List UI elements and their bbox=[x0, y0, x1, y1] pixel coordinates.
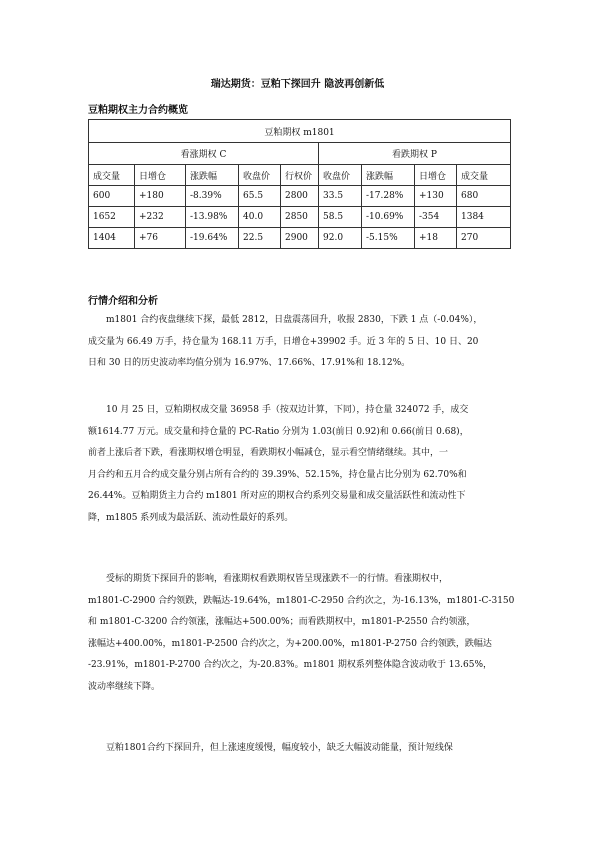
paragraph-line: 月合约和五月合约成交量分别占所有合约的 39.39%、52.15%，持仓量占比分别为 62.70%和 bbox=[88, 469, 467, 480]
table-cell: 1404 bbox=[89, 228, 135, 249]
table-cell: -354 bbox=[415, 207, 457, 228]
table-cell: -19.64% bbox=[186, 228, 239, 249]
paragraph-line: 成交量为 66.49 万手，持仓量为 168.11 万手，日增仓+39902 手。近 3 年的 5 日、10 日、20 bbox=[88, 336, 479, 347]
column-header: 日增仓 bbox=[135, 165, 186, 186]
table-cell: 600 bbox=[89, 186, 135, 207]
table-cell: 270 bbox=[457, 228, 511, 249]
options-table bbox=[88, 119, 511, 249]
column-header: 行权价 bbox=[281, 165, 319, 186]
table-title-cell: 豆粕期权 m1801 bbox=[89, 120, 511, 143]
column-header: 日增仓 bbox=[415, 165, 457, 186]
table-cell: -13.98% bbox=[186, 207, 239, 228]
put-options-header: 看跌期权 P bbox=[319, 143, 511, 165]
table-cell: 2800 bbox=[281, 186, 319, 207]
paragraph-line: 26.44%。豆粕期货主力合约 m1801 所对应的期权合约系列交易量和成交量活跃性和流动性下 bbox=[88, 491, 466, 501]
column-header: 收盘价 bbox=[319, 165, 362, 186]
paragraph-line: 和 m1801-C-3200 合约领涨，涨幅达+500.00%；而看跌期权中，m1801-P-2550 合约领涨， bbox=[88, 617, 476, 627]
paragraph-line: m1801-C-2900 合约领跌，跌幅达-19.64%，m1801-C-2950 合约次之，为-16.13%，m1801-C-3150 bbox=[88, 595, 515, 606]
paragraph-line: 降，m1805 系列成为最活跃、流动性最好的系列。 bbox=[88, 512, 294, 523]
call-options-header: 看涨期权 C bbox=[89, 143, 319, 165]
paragraph-line: 豆粕1801合约下探回升，但上涨速度缓慢，幅度较小，缺乏大幅波动能量，预计短线保 bbox=[88, 743, 453, 753]
paragraph-options-movers bbox=[88, 569, 515, 698]
column-header: 涨跌幅 bbox=[362, 165, 415, 186]
table-cell: -10.69% bbox=[362, 207, 415, 228]
paragraph-line: 额1614.77 万元。成交量和持仓量的 PC-Ratio 分别为 1.03(前日 0.92)和 0.66(前日 0.68)， bbox=[88, 426, 469, 437]
table-cell: 22.5 bbox=[239, 228, 281, 249]
section-title-analysis: 行情介绍和分析 bbox=[88, 296, 158, 307]
column-header: 成交量 bbox=[457, 165, 511, 186]
section-title-overview: 豆粕期权主力合约概览 bbox=[88, 105, 188, 116]
table-row bbox=[89, 186, 511, 207]
table-cell: 2850 bbox=[281, 207, 319, 228]
table-cell: 2900 bbox=[281, 228, 319, 249]
table-cell: +180 bbox=[135, 186, 186, 207]
paragraph-futures-summary bbox=[88, 310, 510, 375]
table-cell: 40.0 bbox=[239, 207, 281, 228]
table-cell: 1384 bbox=[457, 207, 511, 228]
table-cell: 58.5 bbox=[319, 207, 362, 228]
table-row bbox=[89, 228, 511, 249]
paragraph-line: 波动率继续下降。 bbox=[88, 681, 161, 692]
paragraph-line: 10 月 25 日，豆粕期权成交量 36958 手（按双边计算，下同），持仓量 324072 手，成交 bbox=[88, 405, 469, 415]
column-header: 成交量 bbox=[89, 165, 135, 186]
table-cell: -5.15% bbox=[362, 228, 415, 249]
table-cell: 680 bbox=[457, 186, 511, 207]
paragraph-line: m1801 合约夜盘继续下探，最低 2812，日盘震荡回升，收报 2830，下跌 1 点（-0.04%）， bbox=[88, 315, 483, 325]
column-header: 涨跌幅 bbox=[186, 165, 239, 186]
table-cell: 33.5 bbox=[319, 186, 362, 207]
table-cell: +18 bbox=[415, 228, 457, 249]
paragraph-line: 受标的期货下探回升的影响，看涨期权看跌期权皆呈现涨跌不一的行情。看涨期权中， bbox=[88, 574, 449, 584]
paragraph-line: 日和 30 日的历史波动率均值分别为 16.97%、17.66%、17.91%和 18.12%。 bbox=[88, 358, 411, 368]
paragraph-line: -23.91%，m1801-P-2700 合约次之，为-20.83%。m1801 期权系列整体隐含波动收于 13.65%， bbox=[88, 660, 493, 670]
column-header: 收盘价 bbox=[239, 165, 281, 186]
paragraph-line: 涨幅达+400.00%，m1801-P-2500 合约次之，为+200.00%，m1801-P-2750 合约领跌，跌幅达 bbox=[88, 638, 492, 649]
table-cell: +130 bbox=[415, 186, 457, 207]
table-cell: +76 bbox=[135, 228, 186, 249]
table-cell: 65.5 bbox=[239, 186, 281, 207]
table-cell: 1652 bbox=[89, 207, 135, 228]
table-cell: 92.0 bbox=[319, 228, 362, 249]
table-cell: -8.39% bbox=[186, 186, 239, 207]
paragraph-options-volume bbox=[88, 400, 510, 529]
document-title: 瑞达期货：豆粕下探回升 隐波再创新低 bbox=[210, 79, 385, 90]
paragraph-line: 前者上涨后者下跌，看涨期权增仓明显，看跌期权小幅减仓，显示看空情绪继续。其中，一 bbox=[88, 448, 449, 458]
paragraph-outlook bbox=[88, 738, 510, 760]
table-row bbox=[89, 207, 511, 228]
table-cell: +232 bbox=[135, 207, 186, 228]
table-cell: -17.28% bbox=[362, 186, 415, 207]
